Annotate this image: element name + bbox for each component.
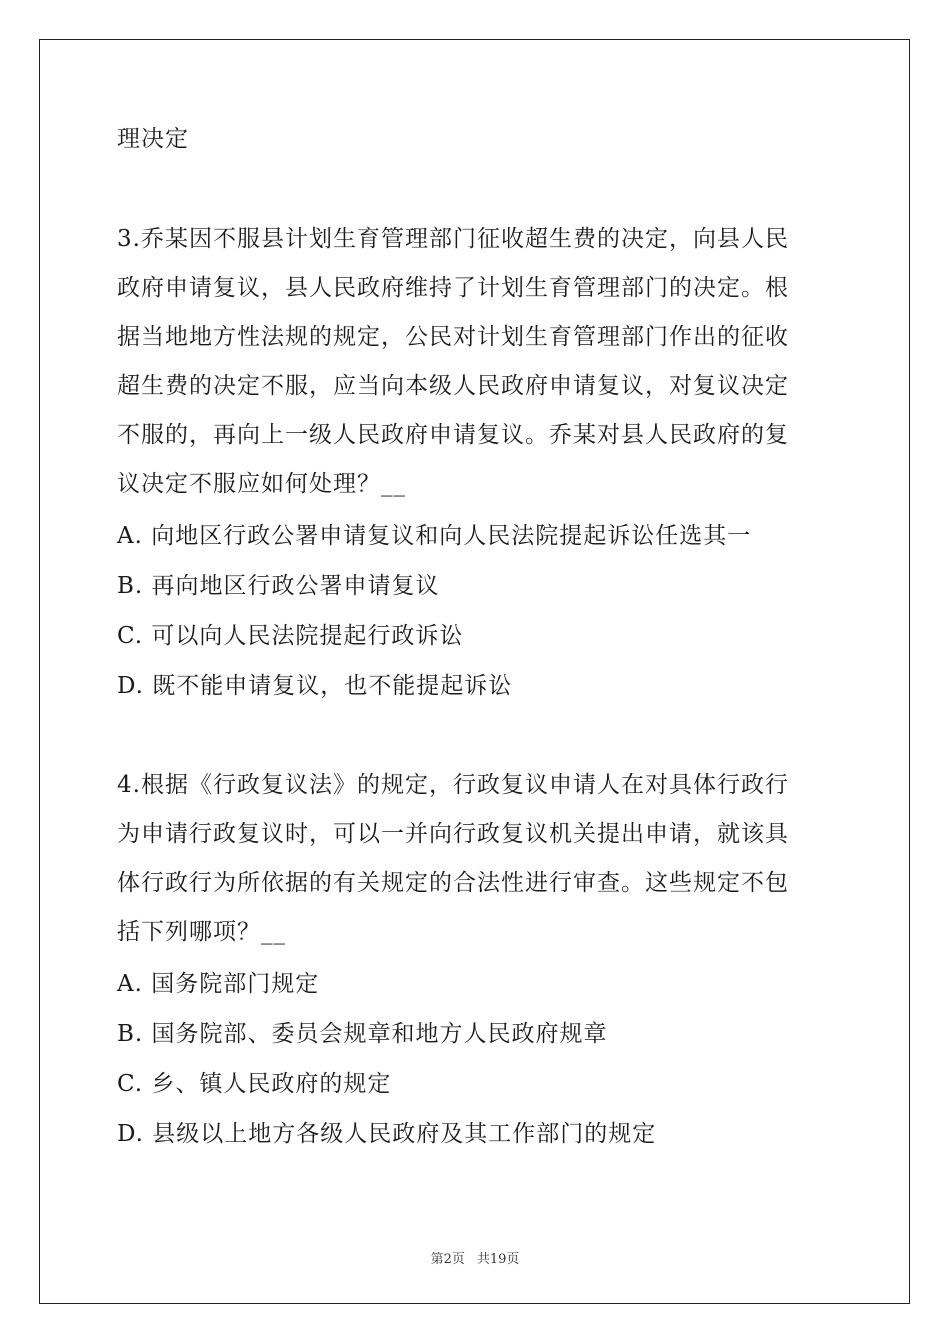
continuation-text: 理决定 [117,126,189,152]
question-4-option-c: C. 乡、镇人民政府的规定 [117,1071,392,1097]
question-4-option-a: A. 国务院部门规定 [117,971,320,997]
question-3-line: 政府申请复议，县人民政府维持了计划生育管理部门的决定。根 [117,275,789,301]
question-3-line: 不服的，再向上一级人民政府申请复议。乔某对县人民政府的复 [117,422,789,448]
question-3-option-c: C. 可以向人民法院提起行政诉讼 [117,623,464,649]
page-footer [0,1248,950,1267]
question-3-line: 议决定不服应如何处理？__ [117,471,406,497]
question-3-option-a: A. 向地区行政公署申请复议和向人民法院提起诉讼任选其一 [117,523,752,549]
question-4-line: 括下列哪项？__ [117,919,286,945]
page-number: 第2页 [430,1252,465,1267]
question-4-option-d: D. 县级以上地方各级人民政府及其工作部门的规定 [117,1121,657,1147]
question-3-line: 超生费的决定不服，应当向本级人民政府申请复议，对复议决定 [117,373,789,399]
question-3-line: 据当地地方性法规的规定，公民对计划生育管理部门作出的征收 [117,324,789,350]
question-3-option-b: B. 再向地区行政公署申请复议 [117,573,440,599]
question-4-line: 体行政行为所依据的有关规定的合法性进行审查。这些规定不包 [117,870,789,896]
total-pages: 共19页 [476,1252,520,1267]
question-4-option-b: B. 国务院部、委员会规章和地方人民政府规章 [117,1021,608,1047]
question-4-line: 4.根据《行政复议法》的规定，行政复议申请人在对具体行政行 [117,772,789,798]
question-3-line: 3.乔某因不服县计划生育管理部门征收超生费的决定，向县人民 [117,226,789,252]
question-4-line: 为申请行政复议时，可以一并向行政复议机关提出申请，就该具 [117,821,789,847]
question-3-option-d: D. 既不能申请复议，也不能提起诉讼 [117,673,513,699]
